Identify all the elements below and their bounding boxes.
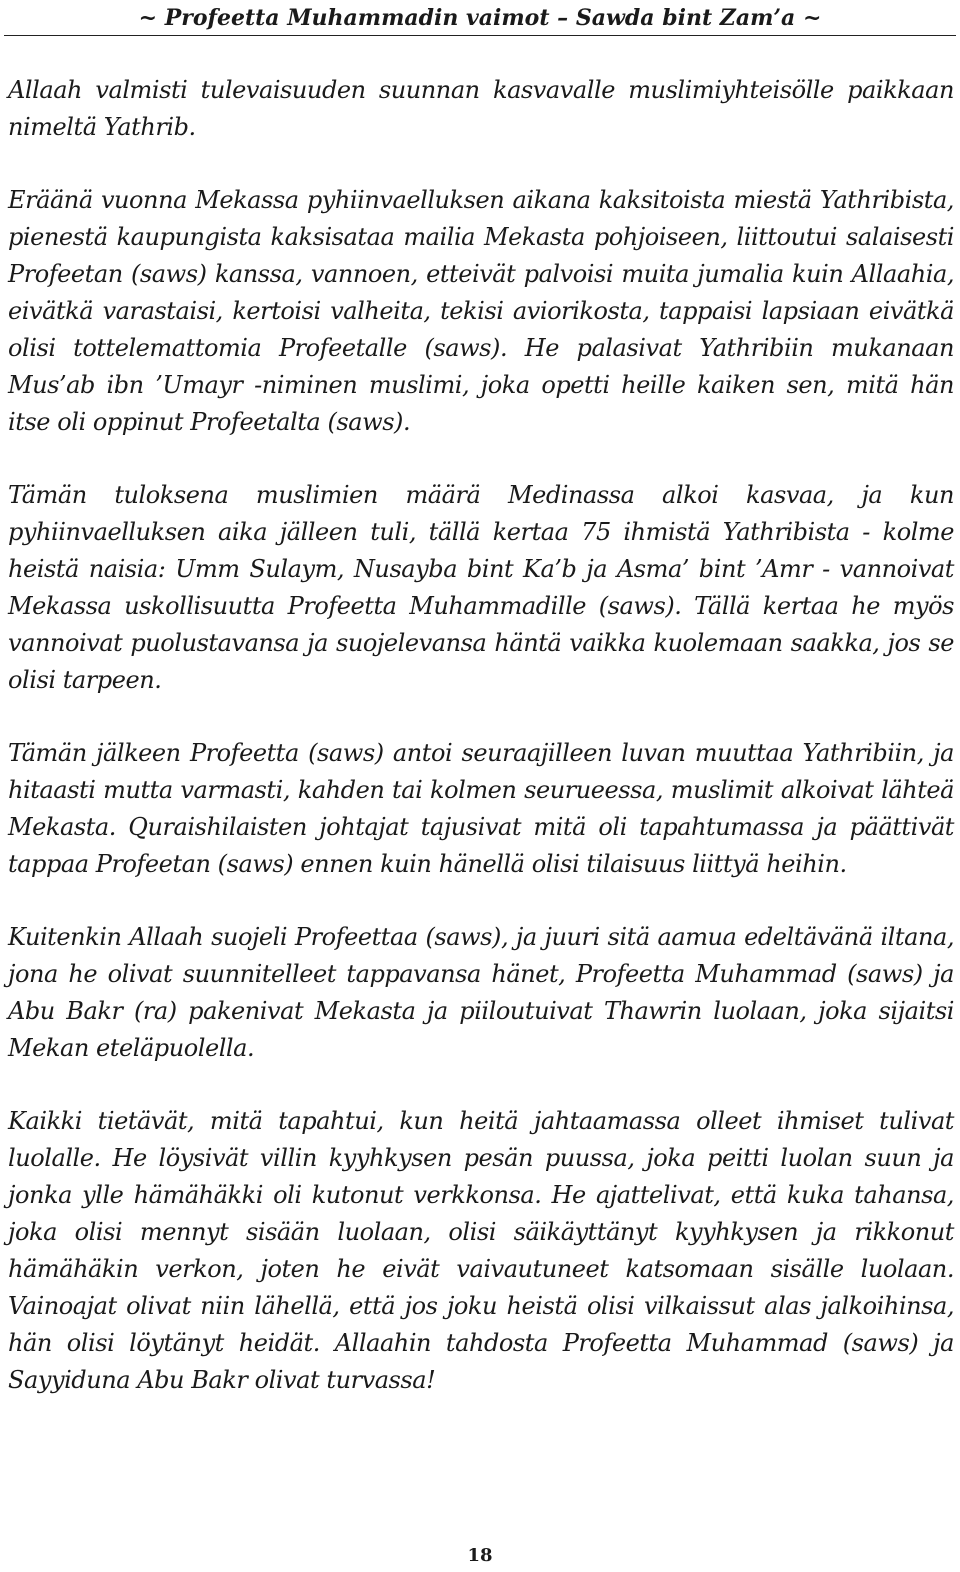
- paragraph-4: Tämän jälkeen Profeetta (saws) antoi seuraajilleen luvan muuttaa Yathribiin, ja hitaasti mutta varmasti, kahden tai kolmen seurueessa, muslimit alkoivat lähteä Mekasta. Quraishilaisten johtajat tajusivat mitä oli tapahtumassa ja päättivät tappaa Profeetan (saws) ennen kuin hänellä olisi tilaisuus liittyä heihin.: [8, 739, 954, 878]
- paragraph-5: Kuitenkin Allaah suojeli Profeettaa (saws), ja juuri sitä aamua edeltävänä iltana, jona he olivat suunnitelleet tappavansa hänet, Profeetta Muhammad (saws) ja Abu Bakr (ra) pakenivat Mekasta ja piiloutuivat Thawrin luolaan, joka sijaitsi Mekan eteläpuolella.: [8, 923, 954, 1062]
- page-header: [0, 0, 960, 38]
- page-body: [8, 72, 954, 1435]
- paragraph-2: Eräänä vuonna Mekassa pyhiinvaelluksen aikana kaksitoista miestä Yathribista, pienestä kaupungista kaksisataa mailia Mekasta pohjoiseen, liittoutui salaisesti Profeetan (saws) kanssa, vannoen, etteivät palvoisi muita jumalia kuin Allaahia, eivätkä varastaisi, kertoisi valheita, tekisi aviorikosta, tappaisi lapsiaan eivätkä olisi tottelemattomia Profeetalle (saws). He palasivat Yathribiin mukanaan Mus’ab ibn ’Umayr -niminen muslimi, joka opetti heille kaiken sen, mitä hän itse oli oppinut Profeetalta (saws).: [8, 186, 954, 436]
- paragraph-6: Kaikki tietävät, mitä tapahtui, kun heitä jahtaamassa olleet ihmiset tulivat luolalle. He löysivät villin kyyhkysen pesän puussa, joka peitti luolan suun ja jonka ylle hämähäkki oli kutonut verkkonsa. He ajattelivat, että kuka tahansa, joka olisi mennyt sisään luolaan, olisi säikäyttänyt kyyhkysen ja rikkonut hämähäkin verkon, joten he eivät vaivautuneet katsomaan sisälle luolaan. Vainoajat olivat niin lähellä, että jos joku heistä olisi vilkaissut alas jalkoihinsa, hän olisi löytänyt heidät. Allaahin tahdosta Profeetta Muhammad (saws) ja Sayyiduna Abu Bakr olivat turvassa!: [8, 1107, 954, 1394]
- paragraph-1: Allaah valmisti tulevaisuuden suunnan kasvavalle muslimiyhteisölle paikkaan nimeltä Yathrib.: [8, 76, 954, 141]
- page-number: 18: [467, 1545, 493, 1566]
- header-divider: [4, 35, 956, 36]
- paragraph-3: Tämän tuloksena muslimien määrä Medinassa alkoi kasvaa, ja kun pyhiinvaelluksen aika jälleen tuli, tällä kertaa 75 ihmistä Yathribista - kolme heistä naisia: Umm Sulaym, Nusayba bint Ka’b ja Asma’ bint ’Amr - vannoivat Mekassa uskollisuutta Profeetta Muhammadille (saws). Tällä kertaa he myös vannoivat puolustavansa ja suojelevansa häntä vaikka kuolemaan saakka, jos se olisi tarpeen.: [8, 481, 954, 694]
- running-header-title: ~ Profeetta Muhammadin vaimot – Sawda bint Zam’a ~: [138, 5, 822, 31]
